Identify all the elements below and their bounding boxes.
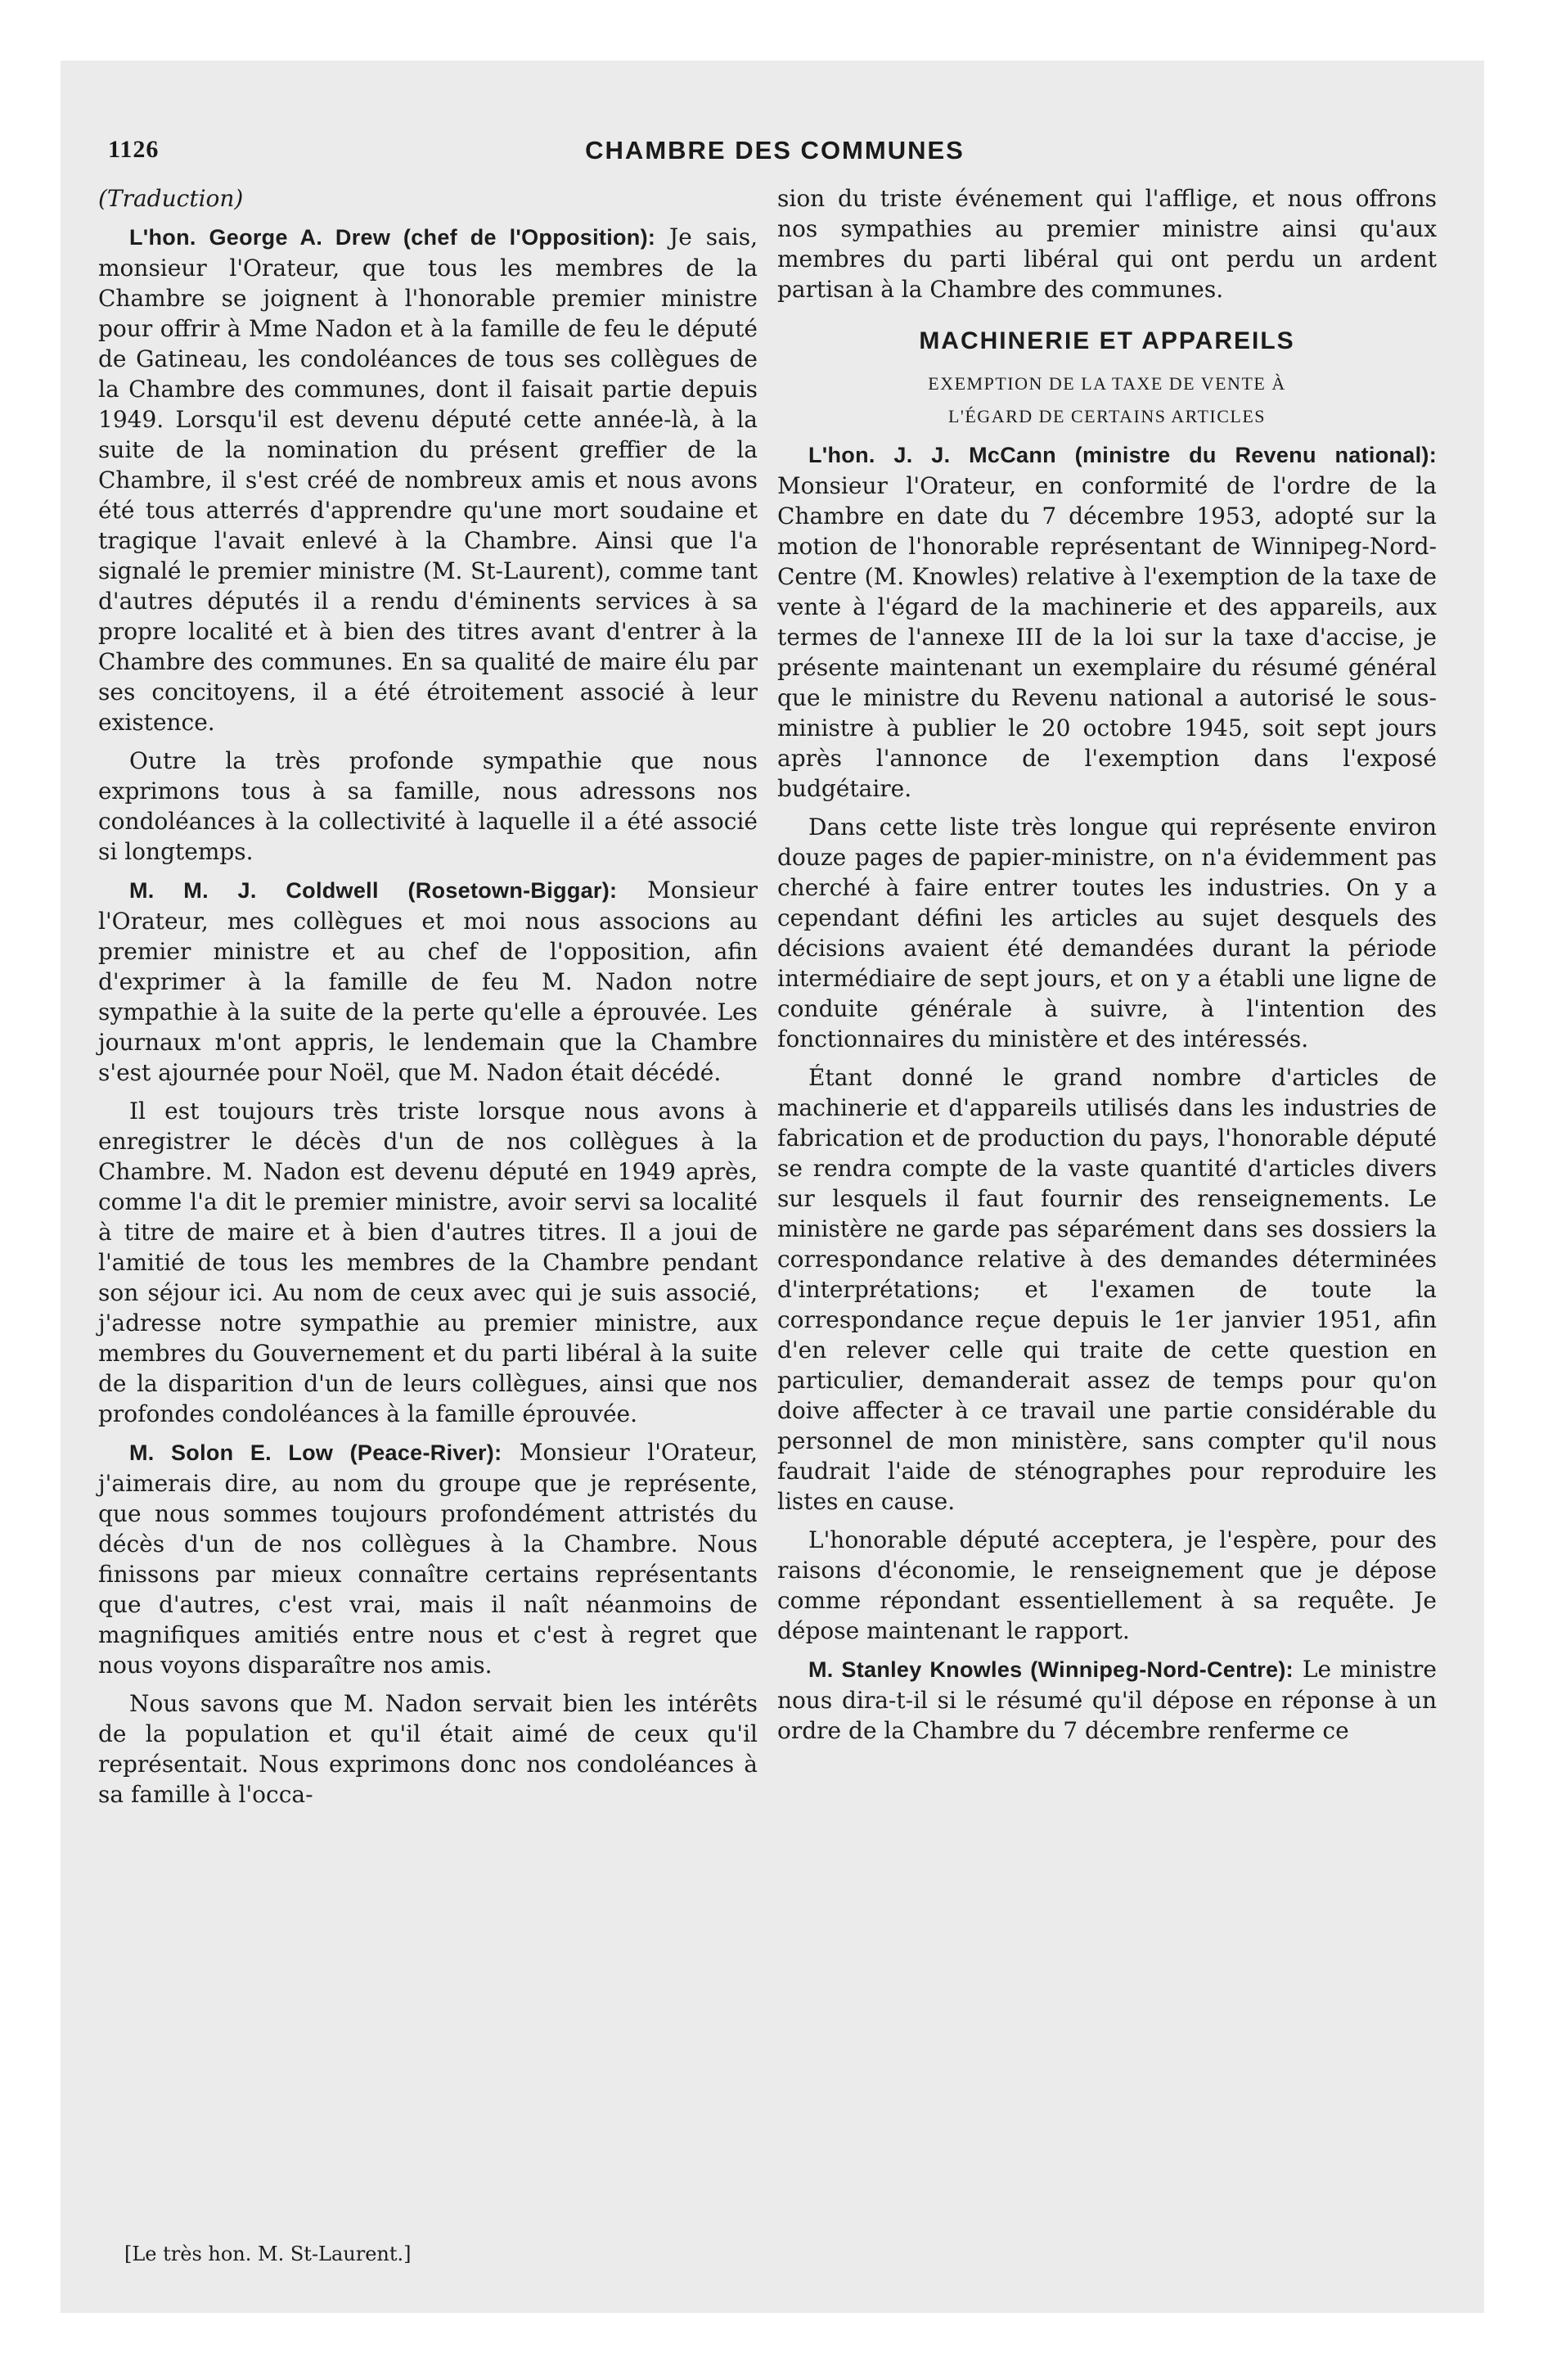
paragraph-text: Monsieur l'Orateur, mes collègues et moi nous associons au premier ministre et au chef de l'opposition, afin d'exprimer à la famille de feu M. Nadon notre sympathie à la suite de la perte qu'elle a éprouvée. Les journaux m'ont appris, le lendemain que la Chambre s'est ajournée pour Noël, que M. Nadon était décédé. (98, 877, 758, 1086)
speaker-name: M. M. J. Coldwell (Rosetown-Biggar): (129, 878, 618, 903)
subtitle-line: L'ÉGARD DE CERTAINS ARTICLES (947, 406, 1267, 426)
right-column (777, 183, 1437, 1754)
page-header (108, 136, 1442, 169)
speaker-name: L'hon. J. J. McCann (ministre du Revenu national): (808, 443, 1437, 467)
paragraph: L'honorable député acceptera, je l'espère, pour des raisons d'économie, le renseignement que je dépose comme répondant essentiellement à sa requête. Je dépose maintenant le rapport. (777, 1526, 1437, 1644)
section-title: MACHINERIE ET APPAREILS (919, 327, 1295, 354)
paragraph: Il est toujours très triste lorsque nous avons à enregistrer le décès d'un de nos collègues à la Chambre. M. Nadon est devenu député en 1949 après, comme l'a dit le premier ministre, avoir servi sa localité à titre de maire et à bien d'autres titres. Il a joui de l'amitié de tous les membres de la Chambre pendant son séjour ici. Au nom de ceux avec qui je suis associé, j'adresse notre sympathie au premier ministre, aux membres du Gouvernement et du parti libéral à la suite de la disparition d'un de leurs collègues, ainsi que nos profondes condoléances à la famille éprouvée. (98, 1098, 758, 1427)
translation-label: (Traduction) (98, 185, 244, 212)
speaker-name: M. Stanley Knowles (Winnipeg-Nord-Centre): (808, 1657, 1294, 1682)
paragraph (98, 1437, 758, 1680)
paragraph: sion du triste événement qui l'afflige, et nous offrons nos sympathies au premier ministre ainsi qu'aux membres du parti libéral qui ont perdu un ardent partisan à la Chambre des communes. (777, 185, 1437, 303)
page (61, 61, 1484, 2313)
paragraph-text: Le ministre nous dira-t-il si le résumé qu'il dépose en réponse à un ordre de la Chambre du 7 décembre renferme ce (777, 1656, 1437, 1744)
section-subtitle (777, 367, 1437, 433)
paragraph (777, 1654, 1437, 1746)
left-column (98, 183, 758, 1818)
speaker-name: L'hon. George A. Drew (chef de l'Opposition): (129, 225, 656, 250)
paragraph-text: Je sais, monsieur l'Orateur, que tous les membres de la Chambre se joignent à l'honorable premier ministre pour offrir à Mme Nadon et à la famille de feu le député de Gatineau, les condoléances de tous ses collègues de la Chambre des communes, dont il faisait partie depuis 1949. Lorsqu'il est devenu député cette année-là, à la suite de la nomination du présent greffier de la Chambre, il s'est créé de nombreux amis et nous avons été tous atterrés d'apprendre qu'une mort soudaine et tragique l'avait enlevé à la Chambre. Ainsi que l'a signalé le premier ministre (M. St-Laurent), comme tant d'autres députés il a rendu d'éminents services à sa propre localité et à bien des titres avant d'entrer à la Chambre des communes. En sa qualité de maire élu par ses concitoyens, il a été étroitement associé à leur existence. (98, 223, 758, 736)
paragraph-text: Monsieur l'Orateur, en conformité de l'ordre de la Chambre en date du 7 décembre 1953, adopté sur la motion de l'honorable représentant de Winnipeg-Nord-Centre (M. Knowles) relative à l'exemption de la taxe de vente à l'égard de la machinerie et des appareils, aux termes de l'annexe III de la loi sur la taxe d'accise, je présente maintenant un exemplaire du résumé général que le ministre du Revenu national a autorisé le sous-ministre à publier le 20 octobre 1945, soit sept jours après l'annonce de l'exemption dans l'exposé budgétaire. (777, 472, 1437, 802)
paragraph (98, 875, 758, 1088)
paragraph (98, 222, 758, 737)
paragraph: Nous savons que M. Nadon servait bien les intérêts de la population et qu'il était aimé de ceux qu'il représentait. Nous exprimons donc nos condoléances à sa famille à l'occa- (98, 1690, 758, 1808)
paragraph: Dans cette liste très longue qui représente environ douze pages de papier-ministre, on n'a évidemment pas cherché à faire entrer toutes les industries. On y a cependant défini les articles au sujet desquels des décisions avaient été demandées durant la période intermédiaire de sept jours, et on y a établi une ligne de conduite générale à suivre, à l'intention des fonctionnaires du ministère et des intéressés. (777, 814, 1437, 1053)
paragraph-text: Monsieur l'Orateur, j'aimerais dire, au nom du groupe que je représente, que nous sommes toujours profondément attristés du décès d'un de nos collègues à la Chambre. Nous finissons par mieux connaître certains représentants que d'autres, c'est vrai, mais il naît néanmoins de magnifiques amitiés entre nous et c'est à regret que nous voyons disparaître nos amis. (98, 1439, 758, 1679)
speaker-name: M. Solon E. Low (Peace-River): (129, 1440, 502, 1465)
paragraph (777, 439, 1437, 804)
running-head: CHAMBRE DES COMMUNES (585, 136, 965, 165)
footnote: [Le très hon. M. St-Laurent.] (124, 2243, 412, 2265)
page-number: 1126 (108, 136, 160, 163)
paragraph: Étant donné le grand nombre d'articles de machinerie et d'appareils utilisés dans les industries de fabrication et de production du pays, l'honorable député se rendra compte de la vaste quantité d'articles divers sur lesquels il faut fournir des renseignements. Le ministère ne garde pas séparément dans ses dossiers la correspondance relative à des demandes déterminées d'interprétations; et l'examen de toute la correspondance reçue depuis le 1er janvier 1951, afin d'en relever celle qui traite de cette question en particulier, demanderait assez de temps pour qu'on doive affecter à ce travail une partie considérable du personnel de mon ministère, sans compter qu'il nous faudrait l'aide de sténographes pour reproduire les listes en cause. (777, 1064, 1437, 1515)
paragraph: Outre la très profonde sympathie que nous exprimons tous à sa famille, nous adressons nos condoléances à la collectivité à laquelle il a été associé si longtemps. (98, 747, 758, 865)
subtitle-line: EXEMPTION DE LA TAXE DE VENTE À (928, 373, 1286, 394)
